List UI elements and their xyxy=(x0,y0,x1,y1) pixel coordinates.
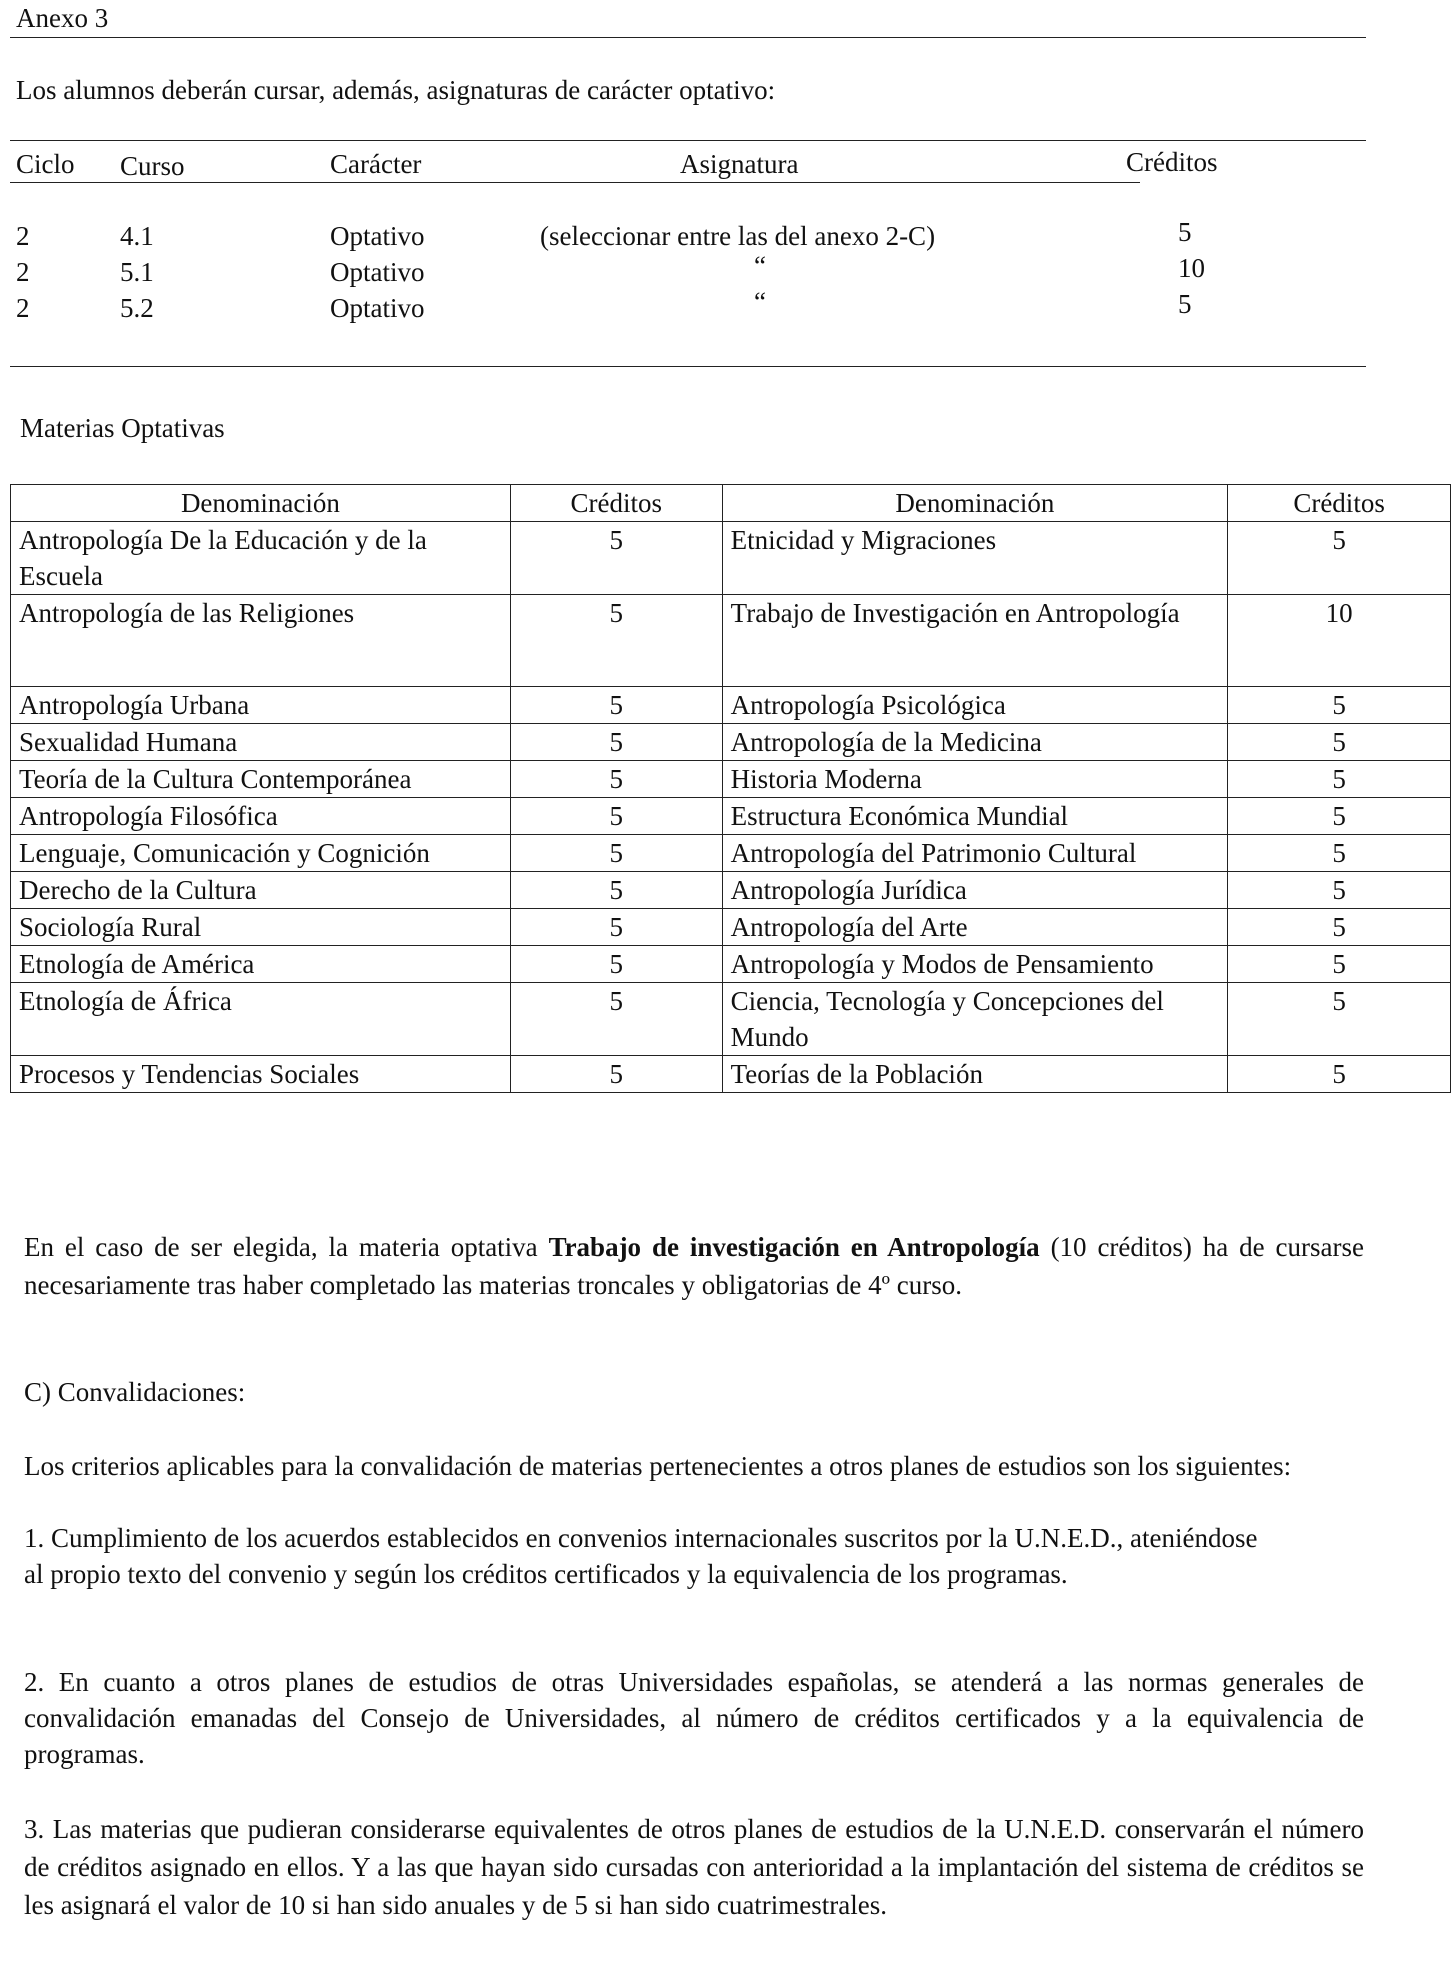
course-table-top-rule xyxy=(10,140,1366,141)
subject-name: Antropología del Arte xyxy=(722,909,1228,946)
subject-name: Historia Moderna xyxy=(722,761,1228,798)
header-denominacion: Denominación xyxy=(11,485,511,522)
note-text: (10 créditos) ha de cursarse necesariamente tras haber completado las materias troncales y obligatorias de 4º curso. xyxy=(24,1232,1365,1300)
subject-credits: 5 xyxy=(1228,687,1451,724)
subject-name: Derecho de la Cultura xyxy=(11,872,511,909)
subject-credits: 10 xyxy=(1228,595,1451,687)
subject-credits: 5 xyxy=(1228,761,1451,798)
course-asignatura: “ xyxy=(754,287,766,317)
subject-name: Antropología del Patrimonio Cultural xyxy=(722,835,1228,872)
course-asignatura: (seleccionar entre las del anexo 2-C) xyxy=(540,221,936,251)
table-row xyxy=(11,983,1451,1056)
convalidaciones-intro: Los criterios aplicables para la convalidación de materias pertenecientes a otros planes de estudios son los siguientes: xyxy=(24,1451,1292,1481)
subject-credits: 5 xyxy=(1228,522,1451,595)
header-creditos: Créditos xyxy=(1126,147,1218,177)
subject-credits: 5 xyxy=(1228,946,1451,983)
subject-credits: 5 xyxy=(1228,798,1451,835)
subject-credits: 5 xyxy=(510,872,722,909)
table-row xyxy=(11,761,1451,798)
course-creditos: 10 xyxy=(1178,253,1205,283)
subject-credits: 5 xyxy=(1228,909,1451,946)
subject-name: Estructura Económica Mundial xyxy=(722,798,1228,835)
subject-credits: 5 xyxy=(510,909,722,946)
subject-name: Teoría de la Cultura Contemporánea xyxy=(11,761,511,798)
note-text: En el caso de ser elegida, la materia optativa xyxy=(24,1232,549,1262)
subject-credits: 5 xyxy=(1228,983,1451,1056)
optativas-title: Materias Optativas xyxy=(20,413,225,443)
subject-credits: 5 xyxy=(510,1056,722,1093)
subject-name: Sexualidad Humana xyxy=(11,724,511,761)
subject-name: Teorías de la Población xyxy=(722,1056,1228,1093)
subject-name: Trabajo de Investigación en Antropología xyxy=(722,595,1228,687)
subject-credits: 5 xyxy=(510,946,722,983)
course-caracter: Optativo xyxy=(330,293,425,323)
optativas-header-row xyxy=(11,485,1451,522)
table-row xyxy=(11,724,1451,761)
subject-name: Antropología de las Religiones xyxy=(11,595,511,687)
course-table-header-rule xyxy=(10,182,1140,183)
subject-name: Antropología de la Medicina xyxy=(722,724,1228,761)
table-row xyxy=(11,835,1451,872)
note-subject-name: Trabajo de investigación en Antropología xyxy=(548,1232,1040,1262)
course-curso: 4.1 xyxy=(120,221,154,251)
optativas-table xyxy=(10,484,1451,1093)
course-ciclo: 2 xyxy=(16,293,30,323)
course-caracter: Optativo xyxy=(330,257,425,287)
section-heading: C) Convalidaciones: xyxy=(24,1377,246,1407)
annex-label: Anexo 3 xyxy=(16,3,109,33)
subject-credits: 5 xyxy=(510,983,722,1056)
criterion-1-line: al propio texto del convenio y según los créditos certificados y la equivalencia de los programas. xyxy=(24,1559,1068,1589)
subject-credits: 5 xyxy=(1228,724,1451,761)
table-row xyxy=(11,946,1451,983)
course-table-bottom-rule xyxy=(10,366,1366,367)
intro-text: Los alumnos deberán cursar, además, asignaturas de carácter optativo: xyxy=(16,75,776,105)
subject-credits: 5 xyxy=(510,522,722,595)
subject-credits: 5 xyxy=(510,724,722,761)
criterion-1-line: 1. Cumplimiento de los acuerdos establecidos en convenios internacionales suscritos por la U.N.E.D., ateniéndose xyxy=(24,1523,1258,1553)
subject-credits: 5 xyxy=(510,595,722,687)
subject-credits: 5 xyxy=(1228,835,1451,872)
subject-name: Procesos y Tendencias Sociales xyxy=(11,1056,511,1093)
criterion-2: 2. En cuanto a otros planes de estudios de otras Universidades españolas, se atenderá a las normas generales de convalidación emanadas del Consejo de Universidades, al número de créditos certificados y a la equivalencia de programas. xyxy=(24,1667,1364,1769)
table-row xyxy=(11,909,1451,946)
subject-name: Ciencia, Tecnología y Concepciones del Mundo xyxy=(722,983,1228,1056)
course-ciclo: 2 xyxy=(16,257,30,287)
subject-name: Sociología Rural xyxy=(11,909,511,946)
criterion-1 xyxy=(24,1520,1364,1592)
subject-name: Antropología De la Educación y de la Escuela xyxy=(11,522,511,595)
header-creditos: Créditos xyxy=(510,485,722,522)
subject-name: Antropología Filosófica xyxy=(11,798,511,835)
course-creditos: 5 xyxy=(1178,217,1192,247)
course-creditos: 5 xyxy=(1178,289,1192,319)
subject-name: Lenguaje, Comunicación y Cognición xyxy=(11,835,511,872)
header-creditos: Créditos xyxy=(1228,485,1451,522)
subject-credits: 5 xyxy=(1228,1056,1451,1093)
header-divider xyxy=(10,37,1366,38)
subject-credits: 5 xyxy=(510,835,722,872)
header-denominacion: Denominación xyxy=(722,485,1228,522)
course-caracter: Optativo xyxy=(330,221,425,251)
table-row xyxy=(11,687,1451,724)
subject-name: Etnología de América xyxy=(11,946,511,983)
header-curso: Curso xyxy=(120,151,185,181)
subject-credits: 5 xyxy=(1228,872,1451,909)
table-row xyxy=(11,798,1451,835)
header-caracter: Carácter xyxy=(330,149,422,179)
table-row xyxy=(11,595,1451,687)
subject-credits: 5 xyxy=(510,687,722,724)
course-table-header xyxy=(16,146,1366,182)
header-ciclo: Ciclo xyxy=(16,149,75,179)
table-row xyxy=(11,872,1451,909)
subject-credits: 5 xyxy=(510,761,722,798)
subject-credits: 5 xyxy=(510,798,722,835)
course-curso: 5.1 xyxy=(120,257,154,287)
table-row xyxy=(11,1056,1451,1093)
subject-name: Antropología y Modos de Pensamiento xyxy=(722,946,1228,983)
header-asignatura: Asignatura xyxy=(680,149,799,179)
course-row xyxy=(16,251,1366,290)
course-asignatura: “ xyxy=(754,251,766,281)
subject-name: Antropología Urbana xyxy=(11,687,511,724)
subject-name: Antropología Psicológica xyxy=(722,687,1228,724)
course-ciclo: 2 xyxy=(16,221,30,251)
subject-name: Etnicidad y Migraciones xyxy=(722,522,1228,595)
course-curso: 5.2 xyxy=(120,293,154,323)
course-row xyxy=(16,218,1366,254)
subject-name: Etnología de África xyxy=(11,983,511,1056)
criterion-3: 3. Las materias que pudieran considerarse equivalentes de otros planes de estudios de la U.N.E.D. conservarán el número de créditos asignado en ellos. Y a las que hayan sido cursadas con anterioridad a la implantación del sistema de créditos se les asignará el valor de 10 si han sido anuales y de 5 si han sido cuatrimestrales. xyxy=(24,1814,1364,1920)
course-row xyxy=(16,287,1366,326)
subject-name: Antropología Jurídica xyxy=(722,872,1228,909)
optativa-note xyxy=(24,1228,1364,1304)
table-row xyxy=(11,522,1451,595)
